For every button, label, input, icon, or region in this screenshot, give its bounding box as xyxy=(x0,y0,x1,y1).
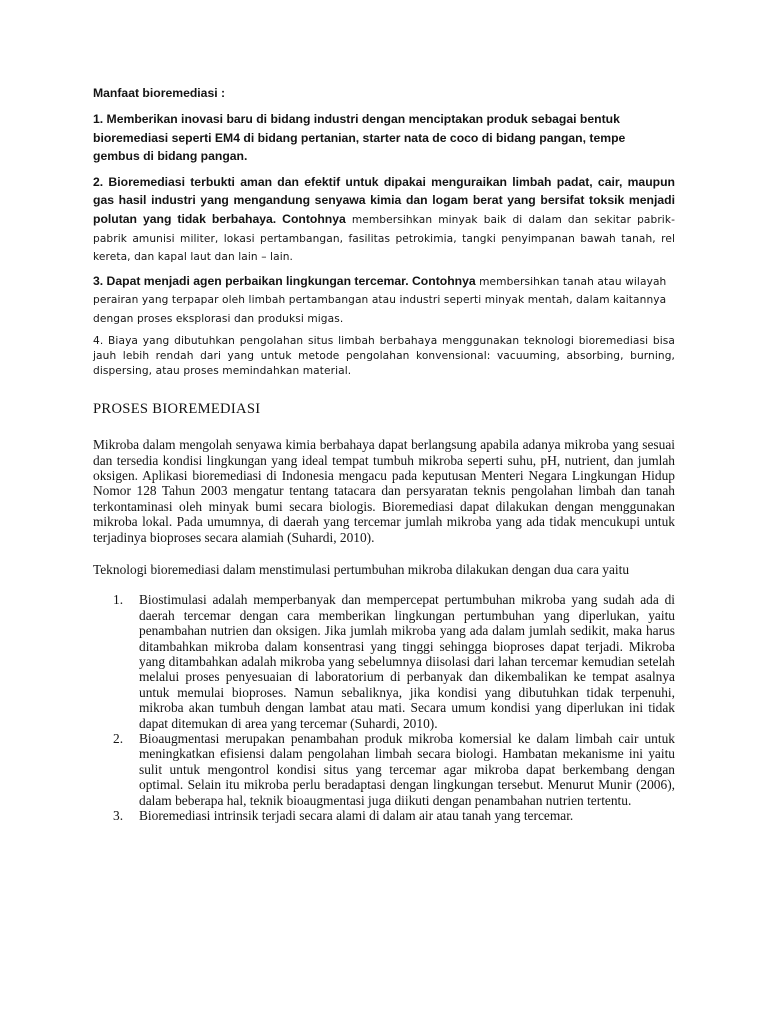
proses-paragraph-1: Mikroba dalam mengolah senyawa kimia berbahaya dapat berlangsung apabila adanya mikroba yang sesuai dan tersedia kondisi lingkungan yang ideal tempat tumbuh mikroba seperti suhu, pH, nutrient, dan jumlah oksigen. Aplikasi bioremediasi di Indonesia mengacu pada keputusan Menteri Negara Lingkungan Hidup Nomor 128 Tahun 2003 mengatur tentang tatacara dan persyaratan teknis pengolahan limbah dan tanah terkontaminasi oleh minyak bumi secara biologis. Bioremediasi dapat dilakukan dengan menggunakan mikroba lokal. Pada umumnya, di daerah yang tercemar jumlah mikroba yang ada tidak mencukupi untuk terjadinya bioproses secara alamiah (Suhardi, 2010). xyxy=(93,437,675,545)
cara-list xyxy=(93,592,675,823)
list-item-number: 1. xyxy=(113,592,124,608)
proses-paragraph-2: Teknologi bioremediasi dalam menstimulasi pertumbuhan mikroba dilakukan dengan dua cara yaitu xyxy=(93,561,630,577)
manfaat-item-4: 4. Biaya yang dibutuhkan pengolahan situs limbah berbahaya menggunakan teknologi bioremediasi bisa jauh lebih rendah dari yang untuk metode pengolahan konvensional: vacuuming, absorbing, burning, dispersing, atau proses memindahkan material. xyxy=(93,334,675,377)
proses-title: PROSES BIOREMEDIASI xyxy=(93,401,261,418)
manfaat-title: Manfaat bioremediasi : xyxy=(93,86,226,100)
list-item xyxy=(93,592,675,731)
list-item-number: 3. xyxy=(113,808,124,824)
list-item-text: Bioaugmentasi merupakan penambahan produk mikroba komersial ke dalam limbah cair untuk meningkatkan efisiensi dalam pengolahan limbah secara biologi. Hambatan mekanisme ini yaitu sulit untuk mengontrol kondisi situs yang tercemar agar mikroba dapat berkembang dengan optimal. Selain itu mikroba perlu beradaptasi dengan lingkungan tersebut. Menurut Munir (2006), dalam beberapa hal, teknik bioaugmentasi juga diikuti dengan penambahan nutrien tertentu. xyxy=(139,731,675,808)
manfaat-item-3-bold: 3. Dapat menjadi agen perbaikan lingkungan tercemar. Contohnya xyxy=(93,273,476,288)
manfaat-item-2 xyxy=(93,173,675,266)
list-item-text: Biostimulasi adalah memperbanyak dan mempercepat pertumbuhan mikroba yang sudah ada di daerah tercemar dengan cara memberikan lingkungan pertumbuhan yang diperlukan, yaitu penambahan nutrien dan oksigen. Jika jumlah mikroba yang ada dalam jumlah sedikit, maka harus ditambahkan mikroba dalam konsentrasi yang tinggi sehingga bioproses dapat terjadi. Mikroba yang ditambahkan adalah mikroba yang sebelumnya diisolasi dari lahan tercemar kemudian setelah melalui proses penyesuaian di laboratorium di perbanyak dan dikembalikan ke tempat asalnya untuk memulai bioproses. Namun sebaliknya, jika kondisi yang dibutuhkan tidak terpenuhi, mikroba akan tumbuh dengan lambat atau mati. Secara umum kondisi yang diperlukan ini tidak dapat ditemukan di area yang tercemar (Suhardi, 2010). xyxy=(139,592,675,731)
document-page xyxy=(93,86,675,823)
manfaat-item-3 xyxy=(93,272,675,328)
manfaat-item-2-rest: membersihkan minyak baik di dalam dan sekitar pabrik-pabrik amunisi militer, lokasi pertambangan, fasilitas petrokimia, tangki penyimpanan bawah tanah, rel kereta, dan kapal laut dan lain – lain. xyxy=(93,213,675,264)
list-item xyxy=(93,731,675,808)
manfaat-item-3-rest: membersihkan tanah atau wilayah perairan yang terpapar oleh limbah pertambangan atau industri seperti minyak mentah, dalam kaitannya dengan proses eksplorasi dan produksi migas. xyxy=(93,275,667,325)
manfaat-item-1: 1. Memberikan inovasi baru di bidang industri dengan menciptakan produk sebagai bentuk bioremediasi seperti EM4 di bidang pertanian, starter nata de coco di bidang pangan, tempe gembus di bidang pangan. xyxy=(93,112,626,164)
list-item xyxy=(93,808,675,823)
manfaat-item-2-bold: 2. Bioremediasi terbukti aman dan efektif untuk dipakai menguraikan limbah padat, cair, maupun gas hasil industri yang mengandung senyawa kimia dan logam berat yang bersifat toksik menjadi polutan yang tidak berbahaya. Contohnya xyxy=(93,174,675,226)
list-item-number: 2. xyxy=(113,731,124,747)
list-item-text: Bioremediasi intrinsik terjadi secara alami di dalam air atau tanah yang tercemar. xyxy=(139,808,574,824)
